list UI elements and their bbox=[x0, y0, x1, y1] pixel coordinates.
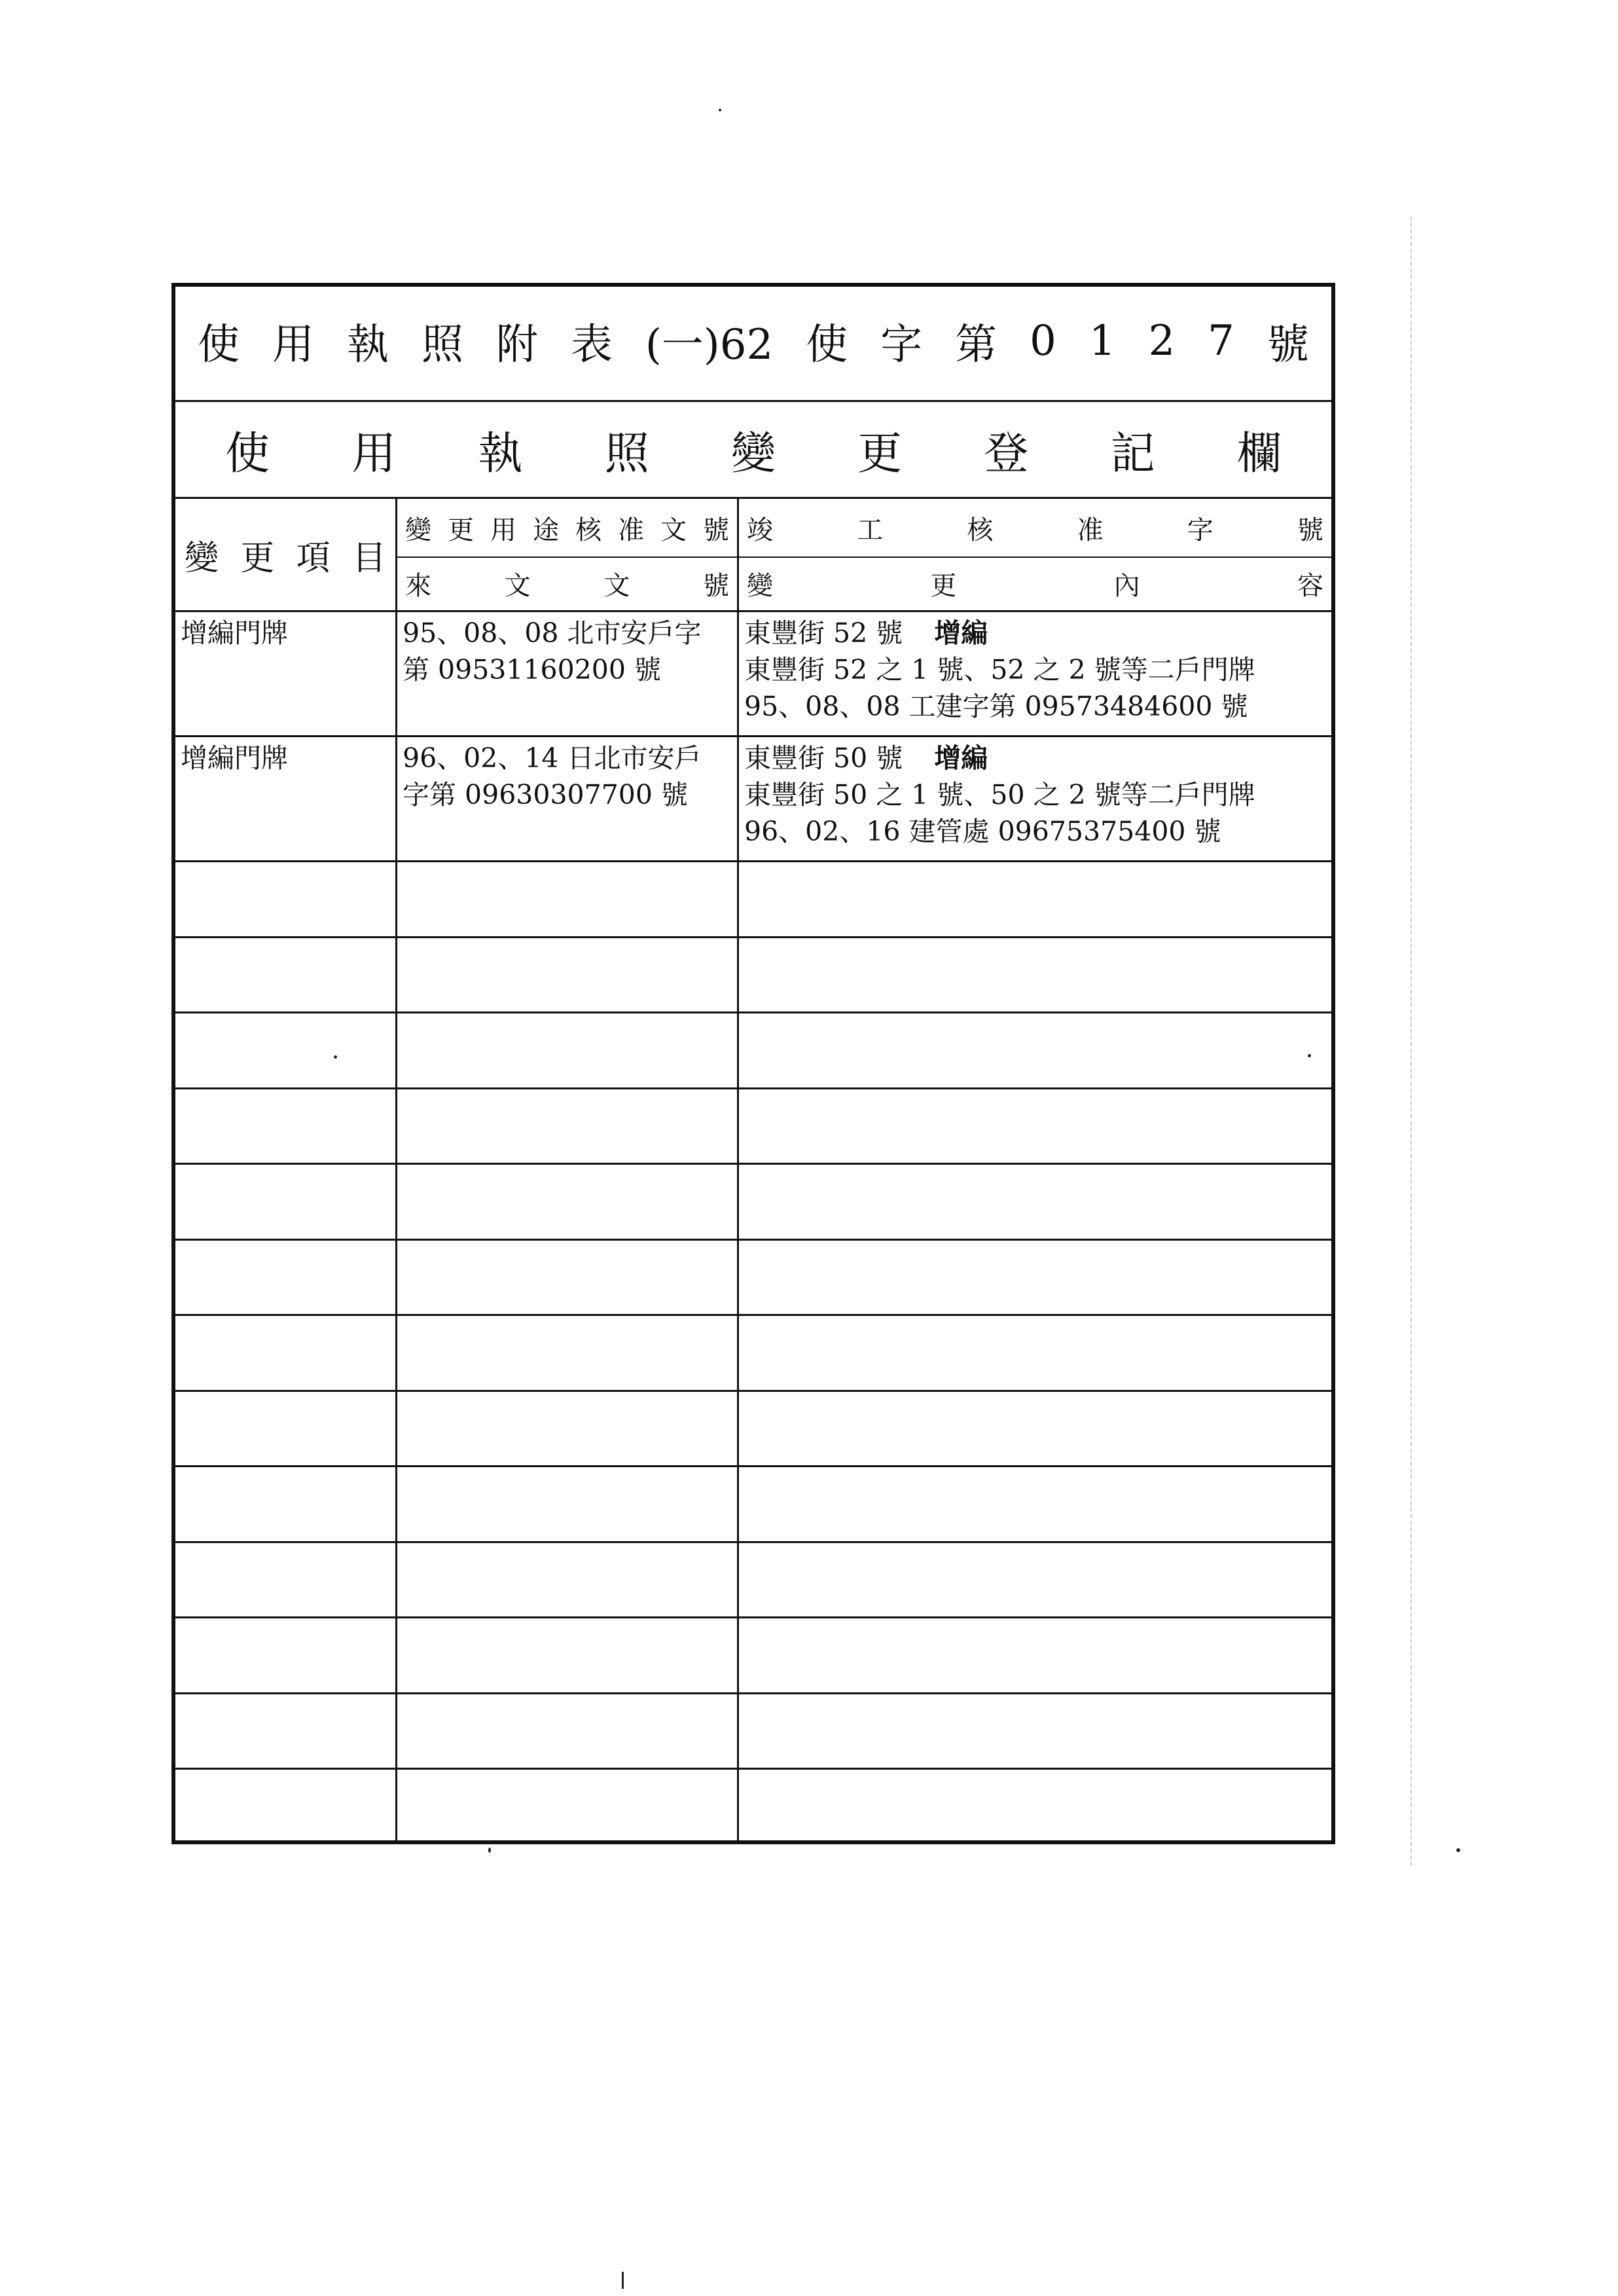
header-completion-approval-no-label bbox=[747, 499, 1323, 556]
header-char: 號 bbox=[1297, 515, 1323, 545]
change-register-table bbox=[175, 499, 1331, 1840]
row-1-content bbox=[739, 612, 1331, 735]
title-char: 第 bbox=[955, 321, 998, 369]
banner-char: 使 bbox=[225, 428, 270, 480]
header-approval-doc-no bbox=[397, 499, 737, 556]
header-char: 文 bbox=[603, 570, 630, 601]
header-char: 更 bbox=[930, 570, 957, 601]
row-2-content-line-3: 96、02、16 建管處 09675375400 號 bbox=[744, 816, 1221, 847]
row-1-doc-no-line-1: 95、08、08 北市安戶字 bbox=[403, 617, 702, 649]
empty-table-row bbox=[175, 1165, 1331, 1239]
title-char: 執 bbox=[346, 321, 389, 369]
header-char: 來 bbox=[405, 570, 431, 601]
empty-table-row bbox=[175, 862, 1331, 936]
header-char: 工 bbox=[857, 515, 884, 545]
title-char: 使 bbox=[806, 321, 848, 369]
row-2-content-street: 東豐街 50 號 bbox=[744, 742, 903, 774]
empty-table-row bbox=[175, 1089, 1331, 1163]
scan-speck bbox=[719, 109, 721, 111]
empty-table-row bbox=[175, 1618, 1331, 1692]
page-margin-line bbox=[1411, 216, 1412, 1866]
empty-table-row bbox=[175, 1316, 1331, 1390]
row-1-doc-no-line-2: 第 09531160200 號 bbox=[403, 654, 662, 685]
title-char: 1 bbox=[1088, 317, 1116, 365]
header-char: 更 bbox=[240, 538, 275, 578]
empty-table-row bbox=[175, 1467, 1331, 1541]
header-char: 途 bbox=[533, 515, 559, 545]
usage-permit-change-form bbox=[171, 283, 1335, 1844]
title-char: (一)62 bbox=[645, 321, 774, 369]
document-title bbox=[175, 312, 1331, 371]
header-approval-doc-no-label bbox=[405, 499, 729, 556]
title-char: 號 bbox=[1267, 321, 1309, 369]
banner-row bbox=[175, 402, 1331, 499]
header-char: 號 bbox=[703, 515, 729, 545]
row-2-doc-no bbox=[397, 737, 737, 860]
banner-char: 用 bbox=[351, 428, 397, 480]
header-char: 變 bbox=[405, 515, 431, 545]
scan-speck bbox=[488, 1848, 491, 1853]
title-char: 字 bbox=[880, 321, 923, 369]
row-1-item-text: 增編門牌 bbox=[181, 617, 288, 649]
header-completion-approval-no bbox=[739, 499, 1331, 556]
row-1-content-action: 增編 bbox=[934, 617, 988, 649]
row-1-doc-no bbox=[397, 612, 737, 735]
banner-char: 登 bbox=[984, 428, 1029, 480]
header-char: 內 bbox=[1113, 570, 1140, 601]
title-char: 用 bbox=[272, 321, 314, 369]
empty-table-row bbox=[175, 1013, 1331, 1087]
empty-table-row bbox=[175, 938, 1331, 1012]
header-incoming-doc-no-label bbox=[405, 556, 729, 610]
empty-table-row bbox=[175, 1770, 1331, 1844]
row-2-content-heading bbox=[744, 740, 1326, 776]
title-char: 表 bbox=[570, 321, 613, 369]
row-2-item-text: 增編門牌 bbox=[181, 742, 288, 774]
title-char: 2 bbox=[1148, 317, 1176, 365]
header-char: 核 bbox=[967, 515, 994, 545]
header-change-item-label bbox=[185, 499, 386, 610]
header-char: 項 bbox=[296, 538, 331, 578]
header-char: 號 bbox=[702, 570, 729, 601]
header-char: 准 bbox=[618, 515, 644, 545]
header-incoming-doc-no bbox=[397, 556, 737, 610]
header-char: 文 bbox=[504, 570, 531, 601]
header-char: 變 bbox=[747, 570, 773, 601]
row-1-item bbox=[175, 612, 395, 735]
banner-char: 變 bbox=[730, 428, 776, 480]
scan-speck bbox=[1456, 1848, 1460, 1852]
title-char: 7 bbox=[1208, 317, 1234, 365]
row-2-content bbox=[739, 737, 1331, 860]
row-1-content-line-2: 東豐街 52 之 1 號、52 之 2 號等二戶門牌 bbox=[744, 654, 1255, 685]
title-char: 附 bbox=[495, 321, 538, 369]
banner-char: 執 bbox=[478, 428, 523, 480]
header-char: 用 bbox=[490, 515, 516, 545]
header-char: 准 bbox=[1077, 515, 1104, 545]
header-change-content-label bbox=[747, 556, 1323, 610]
title-row bbox=[175, 287, 1331, 402]
header-sub-divider bbox=[397, 556, 1331, 558]
title-char: 使 bbox=[198, 321, 240, 369]
header-char: 目 bbox=[351, 538, 386, 578]
header-char: 變 bbox=[185, 538, 219, 578]
header-char: 容 bbox=[1297, 570, 1323, 601]
row-1-content-street: 東豐街 52 號 bbox=[744, 617, 903, 649]
banner-char: 欄 bbox=[1236, 428, 1282, 480]
header-change-content bbox=[739, 556, 1331, 610]
empty-table-row bbox=[175, 1392, 1331, 1466]
scan-speck bbox=[622, 2272, 624, 2289]
header-char: 字 bbox=[1187, 515, 1214, 545]
empty-table-row bbox=[175, 1543, 1331, 1617]
banner-char: 照 bbox=[604, 428, 649, 480]
empty-table-row bbox=[175, 1694, 1331, 1768]
row-2-item bbox=[175, 737, 395, 860]
header-char: 文 bbox=[660, 515, 687, 545]
header-change-item bbox=[175, 499, 395, 610]
header-char: 核 bbox=[575, 515, 602, 545]
row-2-doc-no-line-1: 96、02、14 日北市安戶 bbox=[403, 742, 702, 774]
row-2-content-line-2: 東豐街 50 之 1 號、50 之 2 號等二戶門牌 bbox=[744, 779, 1255, 811]
row-1-content-heading bbox=[744, 615, 1326, 651]
banner-char: 記 bbox=[1110, 428, 1155, 480]
title-char: 0 bbox=[1030, 317, 1056, 365]
banner-char: 更 bbox=[857, 428, 903, 480]
header-char: 更 bbox=[448, 515, 474, 545]
empty-table-row bbox=[175, 1241, 1331, 1315]
change-register-banner bbox=[225, 420, 1282, 479]
header-char: 竣 bbox=[747, 515, 773, 545]
row-2-content-action: 增編 bbox=[934, 742, 988, 774]
row-1-content-line-3: 95、08、08 工建字第 09573484600 號 bbox=[744, 691, 1248, 722]
row-2-doc-no-line-2: 字第 09630307700 號 bbox=[403, 779, 689, 811]
title-char: 照 bbox=[421, 321, 463, 369]
